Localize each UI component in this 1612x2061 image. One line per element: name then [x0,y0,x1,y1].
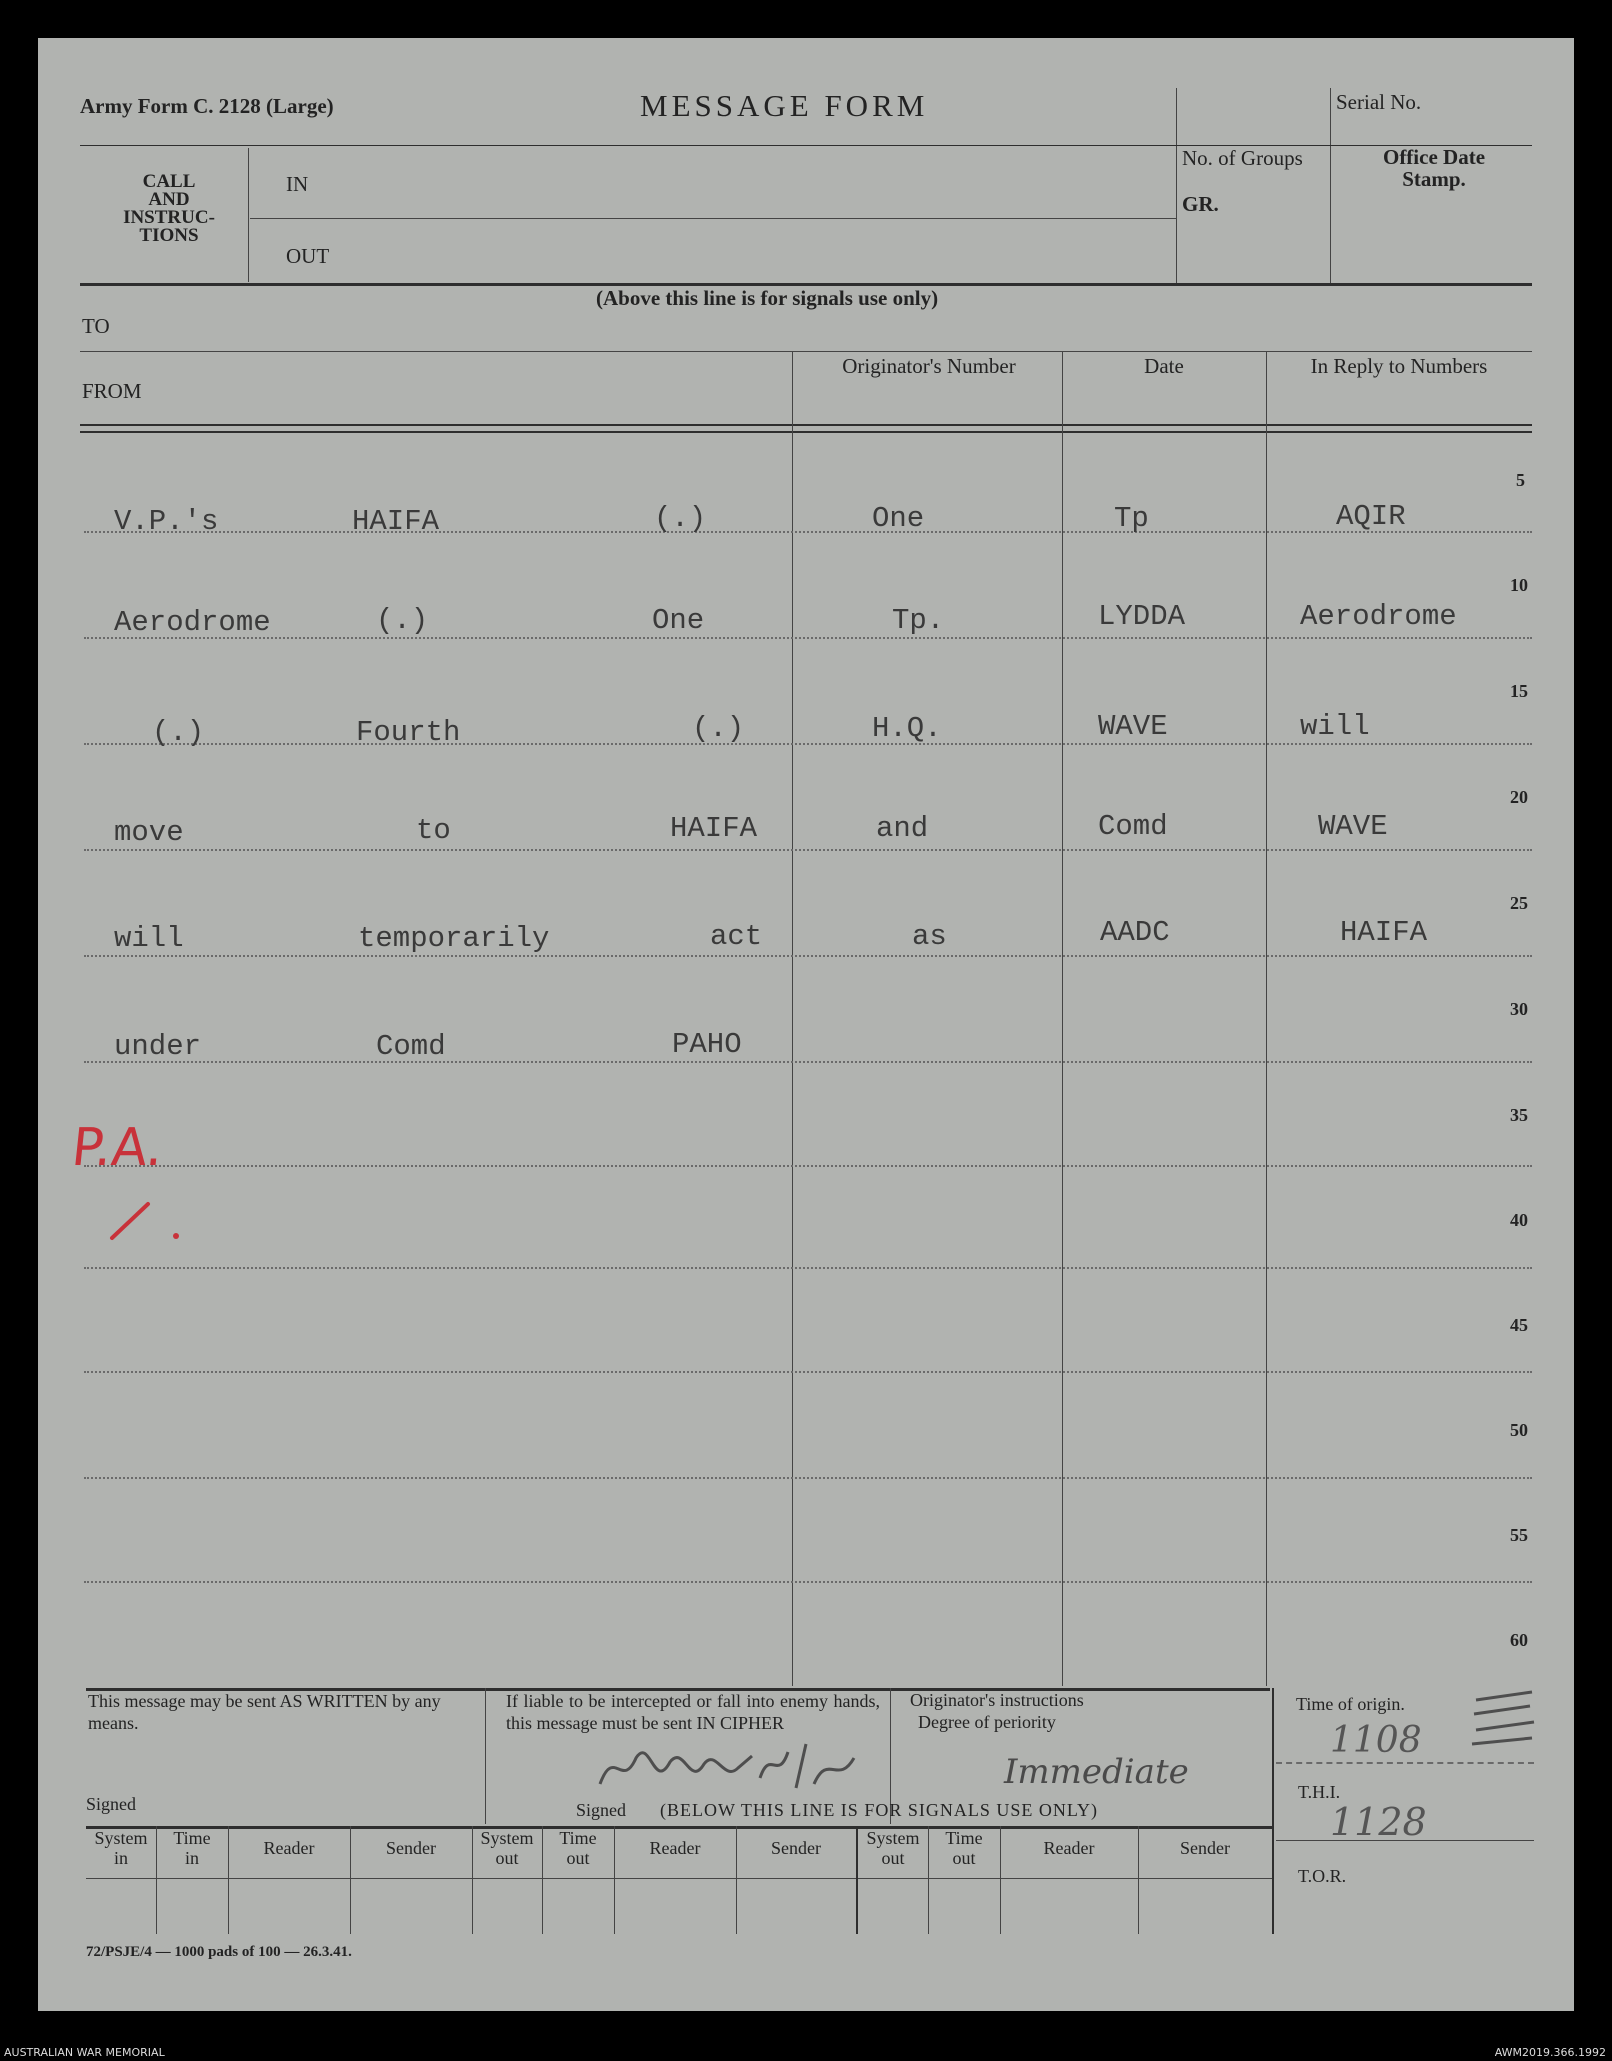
signals-table-rule [86,1878,1272,1879]
message-word: Aerodrome [114,606,271,639]
message-word: AQIR [1336,500,1406,533]
table-col-header: Reader [649,1838,701,1858]
table-col-header: Time out [945,1828,983,1868]
in-label: IN [286,172,309,196]
message-word: (.) [152,716,205,749]
writing-line [84,1165,1532,1167]
originator-instructions-label: Originator's instructions [910,1690,1084,1710]
origin-rule [1276,1762,1534,1764]
table-col-header: System out [866,1828,920,1868]
time-of-origin-label: Time of origin. [1296,1694,1405,1714]
message-word: AADC [1100,916,1170,949]
line-number: 15 [1510,681,1528,701]
line-number: 60 [1510,1630,1528,1650]
message-word: move [114,816,184,849]
line-number: 55 [1510,1525,1528,1545]
line-number: 25 [1510,893,1528,913]
line-number: 10 [1510,575,1528,595]
writing-line [84,1477,1532,1479]
message-word: under [114,1030,202,1063]
time-of-origin-value: 1108 [1330,1720,1422,1761]
table-col-header: Reader [263,1838,315,1858]
groups-label: No. of Groups [1182,146,1303,170]
divider [1176,88,1177,284]
line-number: 35 [1510,1105,1528,1125]
table-col-header: Sender [771,1838,821,1858]
out-label: OUT [286,244,330,268]
signed-label-2: Signed [576,1800,627,1820]
handwritten-signature [592,1738,892,1800]
message-word: HAIFA [670,812,758,845]
header-rule [80,145,1532,146]
thi-rule [1276,1840,1534,1841]
message-word: H.Q. [872,712,942,745]
line-number: 45 [1510,1315,1528,1335]
table-col-header: System out [480,1828,534,1868]
archive-reference: AWM2019.366.1992 [1494,2046,1606,2059]
column-divider [1266,352,1267,1686]
message-word: act [710,920,763,953]
table-col-header: Time out [559,1828,597,1868]
message-word: PAHO [672,1028,742,1061]
pa-annotation: P.A. [68,1118,167,1178]
message-word: HAIFA [1340,916,1428,949]
writing-line [84,1371,1532,1373]
message-word: (.) [376,604,429,637]
message-word: will [1300,710,1370,743]
divider [1330,88,1331,284]
message-word: LYDDA [1098,600,1186,633]
column-divider [1062,352,1063,1686]
message-word: and [876,812,929,845]
message-word: One [872,502,925,535]
message-word: Tp [1114,502,1149,535]
writing-line [84,955,1532,957]
message-word: as [912,920,947,953]
writing-line [84,1581,1532,1583]
header-double-rule [80,424,1532,426]
thi-label: T.H.I. [1298,1782,1341,1802]
message-word: Tp. [892,604,945,637]
message-word: Comd [1098,810,1168,843]
call-instructions-label: CALL AND INSTRUC- TIONS [123,171,215,246]
signals-table-top [86,1826,1272,1829]
message-word: temporarily [358,922,550,955]
column-divider [792,352,793,1686]
message-word: (.) [654,502,707,535]
writing-line [84,849,1532,851]
line-number: 5 [1516,470,1525,490]
written-note: This message may be sent AS WRITTEN by any means. [88,1691,441,1733]
form-title: MESSAGE FORM [640,88,929,123]
gr-label: GR. [1182,192,1219,216]
writing-line [84,1267,1532,1269]
writing-line [84,637,1532,639]
table-col-header: System in [94,1828,148,1868]
below-line-note: (BELOW THIS LINE IS FOR SIGNALS USE ONLY) [660,1800,1099,1820]
message-word: HAIFA [352,505,440,538]
signals-note: (Above this line is for signals use only) [596,286,939,310]
writing-line [84,531,1532,533]
print-code: 72/PSJE/4 — 1000 pads of 100 — 26.3.41. [86,1944,352,1960]
to-rule [80,351,1532,352]
message-word: Comd [376,1030,446,1063]
message-word: One [652,604,705,637]
table-col-header: Sender [1180,1838,1230,1858]
line-number: 50 [1510,1420,1528,1440]
message-word: will [114,922,184,955]
serial-label: Serial No. [1336,90,1422,114]
priority-value: Immediate [1004,1752,1189,1792]
from-label: FROM [82,379,142,403]
line-number: 30 [1510,999,1528,1019]
priority-label: Degree of periority [918,1712,1056,1732]
reply-numbers-header: In Reply to Numbers [1310,354,1488,378]
cipher-note: If liable to be intercepted or fall into enemy hands, this message must be sent IN CIPHER [506,1691,880,1733]
originator-number-header: Originator's Number [842,354,1016,378]
signed-label: Signed [86,1794,137,1814]
in-out-rule [250,218,1176,219]
message-word: (.) [692,712,745,745]
table-col-header: Time in [173,1828,211,1868]
tor-label: T.O.R. [1298,1866,1347,1886]
divider [1272,1688,1274,1934]
message-word: V.P.'s [114,505,219,538]
writing-line [84,743,1532,745]
divider [248,148,249,282]
message-word: Aerodrome [1300,600,1457,633]
table-col-header: Sender [386,1838,436,1858]
archive-caption: AUSTRALIAN WAR MEMORIAL [4,2046,165,2059]
thi-value: 1128 [1330,1800,1427,1844]
office-stamp-label: Office Date Stamp. [1382,145,1486,191]
to-label: TO [82,314,110,338]
header-double-rule [80,431,1532,433]
message-word: WAVE [1318,810,1388,843]
divider [485,1688,486,1824]
crossed-out-number [1470,1672,1540,1754]
date-header: Date [1144,354,1184,378]
red-tick-mark [100,1196,190,1246]
message-word: to [416,814,451,847]
message-word: WAVE [1098,710,1168,743]
form-code: Army Form C. 2128 (Large) [80,94,334,118]
message-word: Fourth [356,716,461,749]
writing-line [84,1061,1532,1063]
line-number: 40 [1510,1210,1528,1230]
line-number: 20 [1510,787,1528,807]
table-col-header: Reader [1043,1838,1095,1858]
